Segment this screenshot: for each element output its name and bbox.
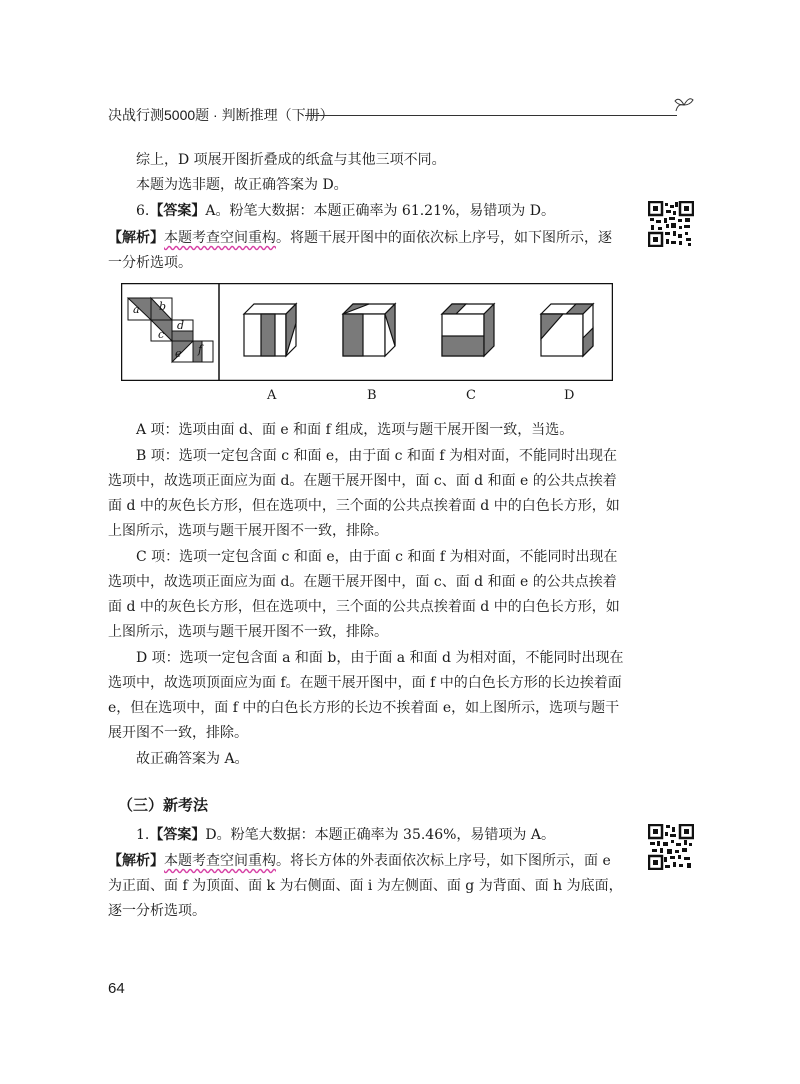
analysis-text: 。将长方体的外表面依次标上序号，如下图所示，面 e 为正面、面 f 为顶面、面 k 为右侧面、面 i 为左侧面、面 g 为背面、面 h 为底面，逐一分析选项。	[108, 853, 623, 919]
analysis-label: 【解析】	[108, 230, 164, 246]
topic-text: 本题考查空间重构	[164, 853, 276, 869]
answer-line	[108, 199, 628, 224]
page-number: 64	[108, 980, 125, 997]
question-number: 6.	[136, 203, 150, 219]
net-label: e	[175, 347, 182, 360]
net-label: f	[198, 343, 203, 356]
running-header: 决战行测5000题 · 判断推理（下册）	[108, 107, 334, 123]
answer-label: 【答案】	[149, 203, 206, 219]
question-number: 1.	[136, 827, 150, 843]
topic-text: 本题考查空间重构	[164, 230, 276, 246]
analysis-paragraph	[108, 226, 623, 276]
section-title: （三）新考法	[118, 797, 209, 814]
option-c-cube	[442, 304, 494, 356]
answer-text: A。粉笔大数据：本题正确率为 61.21%，易错项为 D。	[205, 203, 555, 219]
analysis-text: 。将题干展开图中的面依次标上序号，如下图所示，逐一分析选项。	[108, 230, 612, 271]
option-b-cube	[343, 304, 395, 356]
header-rule	[305, 115, 677, 116]
option-analysis: D 项：选项一定包含面 a 和面 b，由于面 a 和面 d 为相对面，不能同时出现在选项中，故选项顶面应为面 f。在题干展开图中，面 f 中的白色长方形的长边挨着面 e，但在选项中，面 f 中的白色长方形的长边不挨着面 e，如上图所示，选项与题干展开图不一致，排除。	[108, 650, 624, 741]
option-label: C	[466, 388, 476, 403]
qr-code-icon[interactable]	[648, 201, 694, 247]
analysis-paragraph	[108, 849, 623, 924]
option-label: D	[564, 388, 575, 403]
net-label: c	[158, 328, 165, 341]
answer-text: D。粉笔大数据：本题正确率为 35.46%，易错项为 A。	[205, 827, 555, 843]
analysis-label: 【解析】	[108, 853, 164, 869]
text-line: 综上，D 项展开图折叠成的纸盒与其他三项不同。	[136, 152, 446, 168]
net-label: d	[177, 319, 185, 332]
final-answer: 故正确答案为 A。	[136, 751, 249, 767]
answer-line	[108, 823, 628, 848]
option-analysis: C 项：选项一定包含面 c 和面 e，由于面 c 和面 f 为相对面，不能同时出现在选项中，故选项正面应为面 d。在题干展开图中，面 c、面 d 和面 e 的公共点挨着面 d 中的灰色长方形，但在选项中，三个面的公共点挨着面 d 中的白色长方形，如上图所示，选项与题干展开图不一致，排除。	[108, 549, 620, 640]
net-label: a	[133, 303, 140, 316]
text-line: 本题为选非题，故正确答案为 D。	[136, 177, 348, 193]
cube-figure	[121, 283, 613, 381]
net-label: b	[159, 300, 167, 313]
answer-label: 【答案】	[149, 827, 206, 843]
figure-box	[121, 283, 613, 385]
option-d-cube	[541, 304, 593, 356]
option-label: B	[367, 388, 377, 403]
option-analysis: A 项：选项由面 d、面 e 和面 f 组成，选项与题干展开图一致，当选。	[136, 422, 574, 438]
option-a-cube	[244, 304, 296, 356]
sprout-icon	[672, 93, 696, 113]
option-analysis: B 项：选项一定包含面 c 和面 e，由于面 c 和面 f 为相对面，不能同时出现在选项中，故选项正面应为面 d。在题干展开图中，面 c、面 d 和面 e 的公共点挨着面 d 中的灰色长方形，但在选项中，三个面的公共点挨着面 d 中的白色长方形，如上图所示，选项与题干展开图不一致，排除。	[108, 448, 620, 539]
option-label: A	[267, 388, 277, 403]
qr-code-icon[interactable]	[648, 824, 694, 870]
